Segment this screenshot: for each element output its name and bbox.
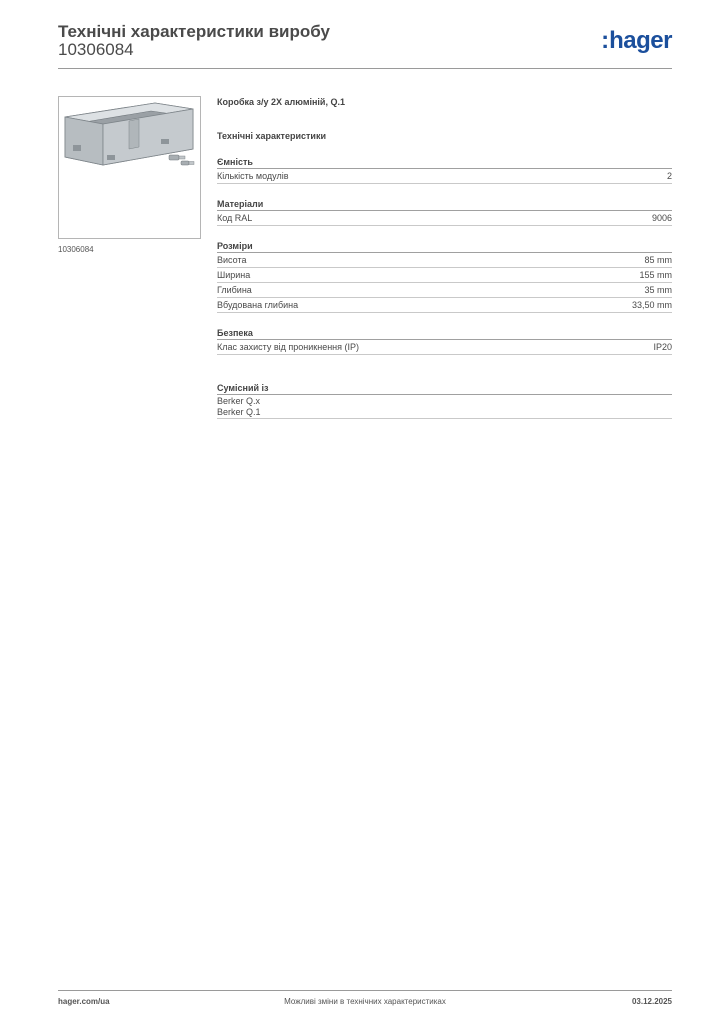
spec-group-materials [217,198,672,226]
footer-divider [58,990,672,991]
footer-website-link[interactable]: hager.com/ua [58,997,110,1006]
spec-group-capacity [217,156,672,184]
group-title: Розміри [217,240,672,253]
spec-value: 155 mm [639,270,672,280]
spec-row [217,268,672,283]
section-heading: Технічні характеристики [217,131,326,141]
spec-row [217,169,672,184]
specifications [217,96,672,419]
page-header [58,20,672,68]
spec-row [217,298,672,313]
footer-note: Можливі зміни в технічних характеристиках [284,997,446,1006]
spec-label: Код RAL [217,213,253,223]
spec-label: Кількість модулів [217,171,289,181]
spec-group-dimensions [217,240,672,313]
spec-row [217,283,672,298]
spec-value: 85 mm [644,255,672,265]
spec-label: Ширина [217,270,251,280]
spec-label: Клас захисту від проникнення (IP) [217,342,360,352]
spec-value: 9006 [651,213,672,223]
spec-group-compatible [217,382,672,419]
spec-value: 35 mm [644,285,672,295]
spec-row [217,340,672,355]
compatible-item [217,406,672,419]
group-title: Матеріали [217,198,672,211]
spec-value: 2 [666,171,672,181]
spec-group-safety [217,327,672,355]
group-title: Сумісний із [217,382,672,395]
group-title: Ємність [217,156,672,169]
brand-logo-text: hager [609,27,672,54]
spec-label: Висота [217,255,247,265]
compatible-label: Berker Q.1 [217,407,261,417]
spec-value: IP20 [653,342,672,352]
brand-logo: :hager [601,27,672,54]
spec-row [217,253,672,268]
page-footer [58,997,672,1011]
compatible-item [217,395,672,406]
header-divider [58,68,672,69]
document-title: Технічні характеристики виробу [58,22,330,41]
product-image [58,96,201,239]
spec-row [217,211,672,226]
group-title: Безпека [217,327,672,340]
spec-label: Вбудована глибина [217,300,299,310]
product-name: Коробка з/у 2X алюміній, Q.1 [217,97,345,107]
compatible-label: Berker Q.x [217,395,261,406]
footer-date: 03.12.2025 [631,997,672,1006]
image-caption: 10306084 [58,245,94,254]
product-number: 10306084 [58,40,134,59]
spec-label: Глибина [217,285,252,295]
spec-value: 33,50 mm [631,300,672,310]
